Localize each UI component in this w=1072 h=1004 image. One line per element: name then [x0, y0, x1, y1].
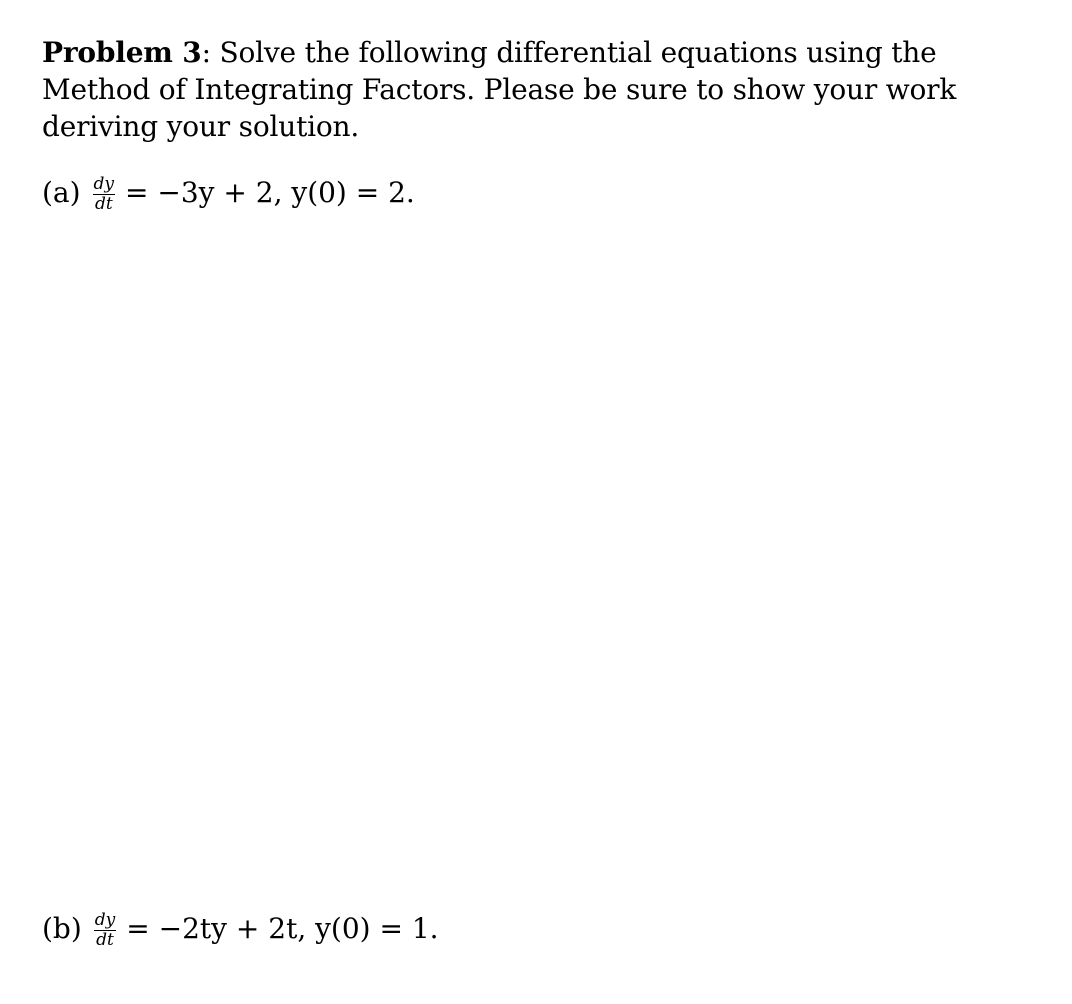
part-b-numerator: dy	[94, 909, 116, 930]
problem-label: Problem 3	[42, 36, 202, 69]
part-b-equation	[42, 906, 439, 950]
part-a-derivative-fraction	[93, 173, 116, 214]
part-b-label: (b)	[42, 911, 82, 945]
part-b-denominator: dt	[96, 929, 114, 950]
part-b-rhs: = −2ty + 2t, y(0) = 1.	[126, 911, 439, 945]
problem-colon: :	[201, 36, 211, 69]
part-a-numerator: dy	[93, 173, 115, 194]
part-a-equation	[42, 170, 415, 214]
part-a-label: (a)	[42, 175, 81, 209]
part-a-denominator: dt	[94, 193, 113, 214]
part-a-rhs: = −3y + 2, y(0) = 2.	[125, 175, 415, 209]
part-b-derivative-fraction	[94, 909, 117, 950]
problem-instruction: Solve the following differential equations using the Method of Integrating Factors. Please be sure to show your work deriving your solution.	[42, 36, 957, 143]
problem-statement	[42, 34, 1032, 145]
